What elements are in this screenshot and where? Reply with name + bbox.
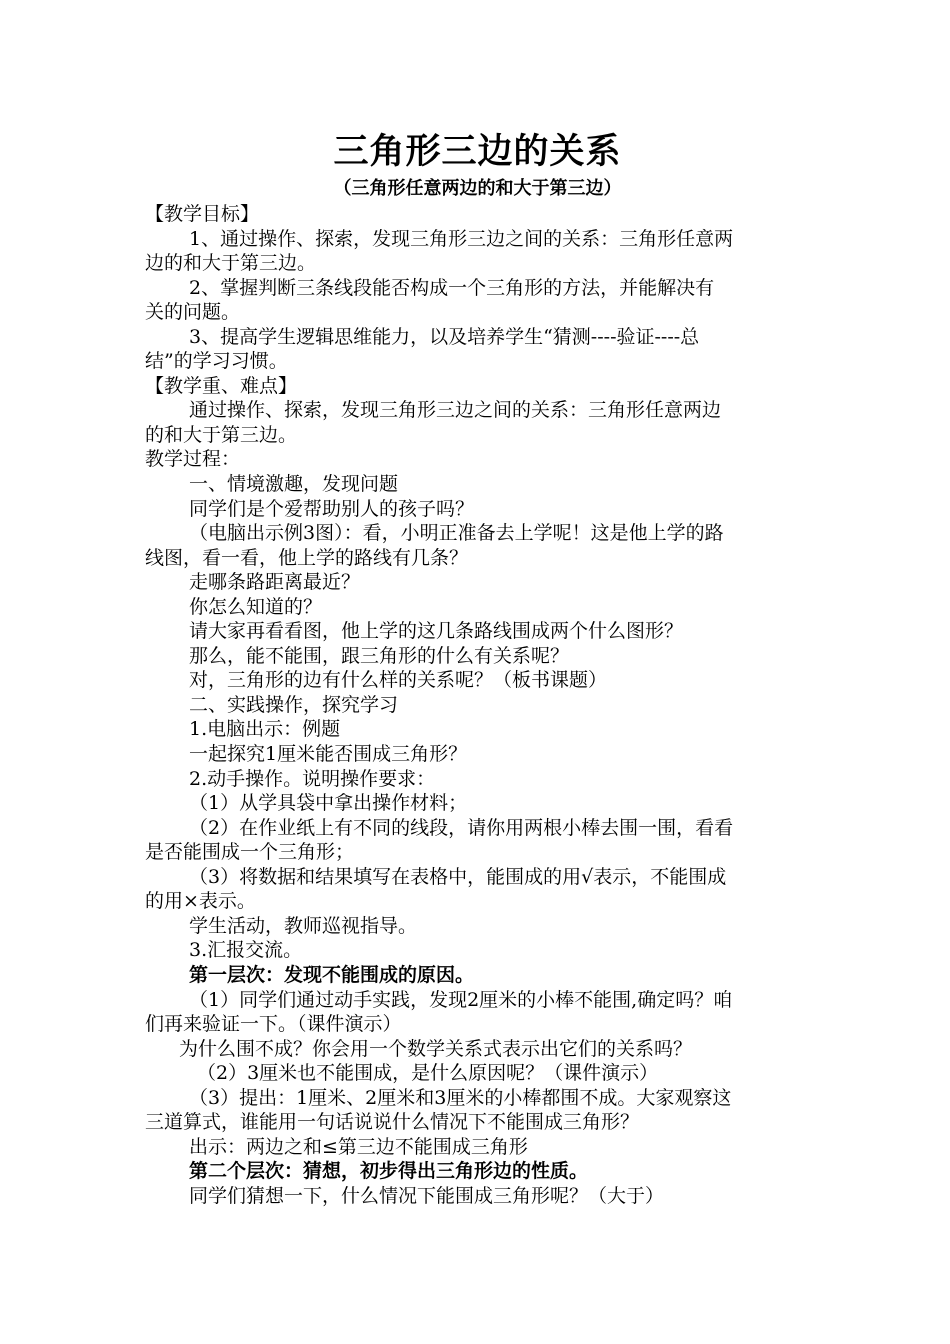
paragraph-line: 三道算式，谁能用一句话说说什么情况下不能围成三角形？ bbox=[145, 1111, 640, 1134]
paragraph-line: 2.动手操作。说明操作要求： bbox=[189, 767, 436, 790]
paragraph-line: 走哪条路距离最近？ bbox=[189, 571, 361, 594]
paragraph-line: 1.电脑出示：例题 bbox=[189, 718, 341, 741]
paragraph-line: 的用×表示。 bbox=[145, 890, 256, 913]
paragraph-line: 你怎么知道的？ bbox=[189, 595, 323, 618]
paragraph-line: （2）在作业纸上有不同的线段，请你用两根小棒去围一围，看看 bbox=[189, 816, 734, 839]
paragraph-line: （3）将数据和结果填写在表格中，能围成的用√表示，不能围成 bbox=[189, 865, 727, 888]
bold-subheading: 第二个层次：猜想，初步得出三角形边的性质。 bbox=[189, 1160, 589, 1183]
document-page bbox=[145, 0, 810, 1208]
paragraph-line: 出示：两边之和≤第三边不能围成三角形 bbox=[189, 1135, 528, 1158]
paragraph-line: 线图，看一看，他上学的路线有几条？ bbox=[145, 546, 469, 569]
paragraph-line: 二、实践操作，探究学习 bbox=[189, 693, 399, 716]
paragraph-line: 3.汇报交流。 bbox=[189, 939, 303, 962]
paragraph-line: 同学们猜想一下，什么情况下能围成三角形呢？（大于） bbox=[189, 1184, 665, 1207]
section-heading: 教学过程： bbox=[145, 448, 241, 471]
section-heading: 【教学目标】 bbox=[145, 203, 260, 225]
paragraph-line: 是否能围成一个三角形； bbox=[145, 841, 355, 864]
paragraph-line: 学生活动，教师巡视指导。 bbox=[189, 914, 418, 937]
paragraph-line: 1、通过操作、探索，发现三角形三边之间的关系：三角形任意两 bbox=[189, 227, 734, 250]
paragraph-line: （2）3厘米也不能围成，是什么原因呢？（课件演示） bbox=[197, 1062, 659, 1085]
paragraph-line: 同学们是个爱帮助别人的孩子吗？ bbox=[189, 497, 475, 520]
paragraph-line: 关的问题。 bbox=[145, 301, 241, 324]
document-subtitle: （三角形任意两边的和大于第三边） bbox=[333, 178, 622, 199]
paragraph-line: 一、情境激趣，发现问题 bbox=[189, 473, 399, 496]
paragraph-line: （3）提出：1厘米、2厘米和3厘米的小棒都围不成。大家观察这 bbox=[189, 1086, 732, 1109]
paragraph-line: 对，三角形的边有什么样的关系呢？（板书课题） bbox=[189, 669, 608, 692]
paragraph-line: 2、掌握判断三条线段能否构成一个三角形的方法，并能解决有 bbox=[189, 276, 715, 299]
paragraph-line: 一起探究1厘米能否围成三角形？ bbox=[189, 743, 468, 766]
paragraph-line: 结”的学习习惯。 bbox=[145, 350, 288, 373]
bold-subheading: 第一层次：发现不能围成的原因。 bbox=[189, 963, 475, 986]
paragraph-line: （1）从学具袋中拿出操作材料； bbox=[189, 792, 468, 815]
paragraph-line: 的和大于第三边。 bbox=[145, 423, 298, 446]
paragraph-line: 为什么围不成？你会用一个数学关系式表示出它们的关系吗？ bbox=[179, 1037, 693, 1060]
paragraph-line: 请大家再看看图，他上学的这几条路线围成两个什么图形？ bbox=[189, 620, 684, 643]
paragraph-line: 边的和大于第三边。 bbox=[145, 252, 317, 275]
section-heading: 【教学重、难点】 bbox=[145, 374, 298, 397]
document-title: 三角形三边的关系 bbox=[333, 132, 622, 172]
paragraph-line: （电脑出示例3图）：看，小明正准备去上学呢！这是他上学的路 bbox=[189, 522, 724, 545]
paragraph-line: 们再来验证一下。（课件演示） bbox=[145, 1013, 402, 1036]
paragraph-line: （1）同学们通过动手实践，发现2厘米的小棒不能围,确定吗？咱 bbox=[189, 988, 733, 1011]
paragraph-line: 那么，能不能围，跟三角形的什么有关系呢？ bbox=[189, 644, 570, 667]
paragraph-line: 通过操作、探索，发现三角形三边之间的关系：三角形任意两边 bbox=[189, 399, 722, 422]
paragraph-line: 3、提高学生逻辑思维能力，以及培养学生“猜测----验证----总 bbox=[189, 325, 700, 348]
